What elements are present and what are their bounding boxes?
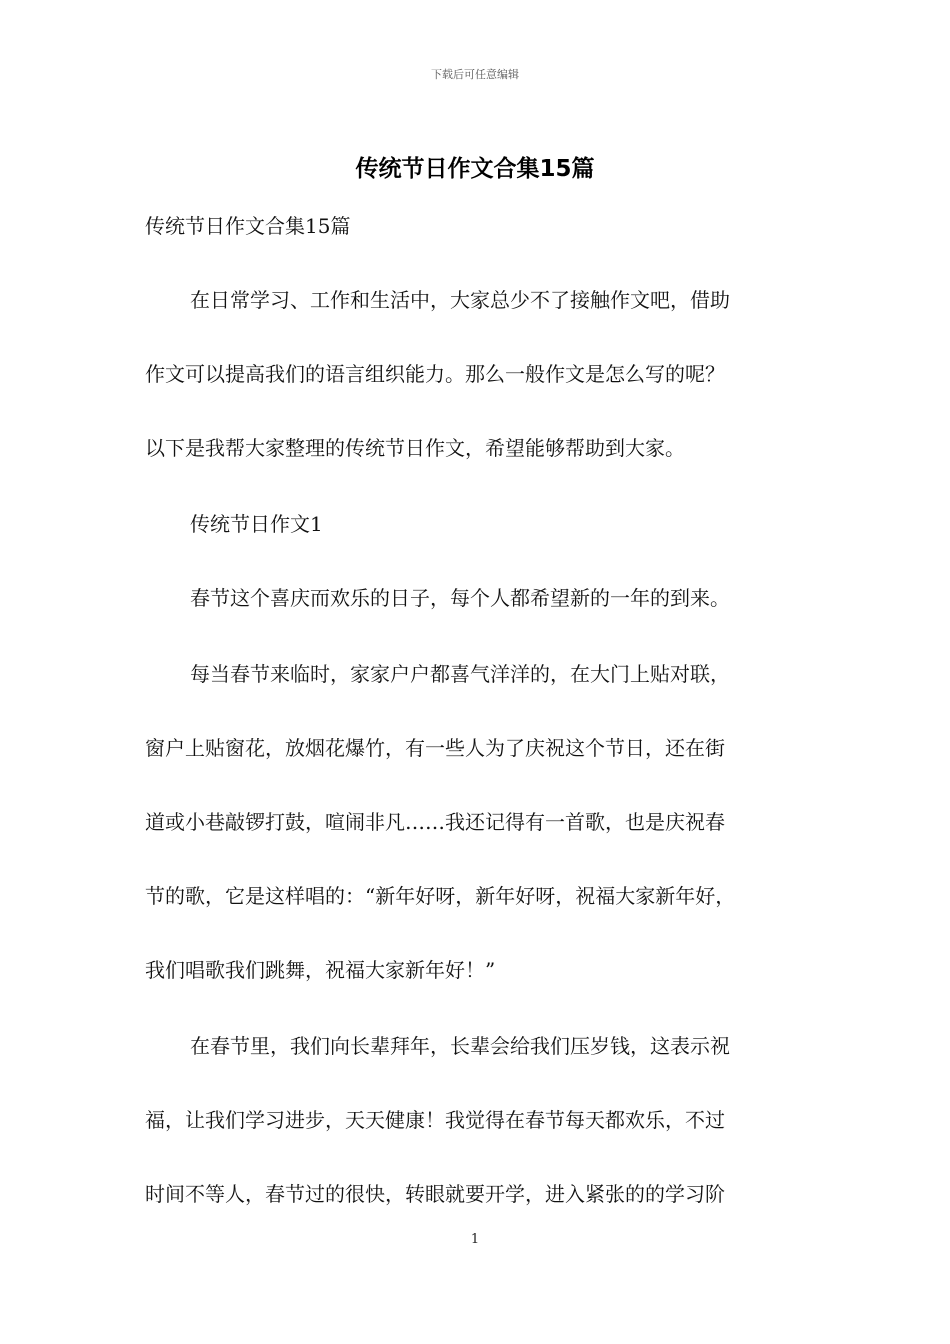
paragraph-line: 以下是我帮大家整理的传统节日作文，希望能够帮助到大家。 [145, 436, 685, 460]
paragraph-line: 窗户上贴窗花，放烟花爆竹，有一些人为了庆祝这个节日，还在街 [145, 736, 725, 760]
paragraph-line: 每当春节来临时，家家户户都喜气洋洋的，在大门上贴对联， [190, 662, 730, 686]
paragraph-line: 节的歌，它是这样唱的：“新年好呀，新年好呀，祝福大家新年好， [145, 884, 736, 908]
paragraph-line: 作文可以提高我们的语言组织能力。那么一般作文是怎么写的呢？ [145, 362, 725, 386]
paragraph-line: 我们唱歌我们跳舞，祝福大家新年好！” [145, 958, 496, 982]
page-number: 1 [470, 1232, 480, 1247]
header-note: 下载后可任意编辑 [431, 68, 519, 81]
paragraph-line: 在春节里，我们向长辈拜年，长辈会给我们压岁钱，这表示祝 [190, 1034, 730, 1058]
paragraph-line: 在日常学习、工作和生活中，大家总少不了接触作文吧，借助 [190, 288, 730, 312]
paragraph-line: 时间不等人，春节过的很快，转眼就要开学，进入紧张的的学习阶 [145, 1182, 725, 1206]
document-title: 传统节日作文合集15篇 [355, 156, 595, 182]
paragraph-line: 福，让我们学习进步，天天健康！我觉得在春节每天都欢乐，不过 [145, 1108, 725, 1132]
paragraph-line: 春节这个喜庆而欢乐的日子，每个人都希望新的一年的到来。 [190, 586, 730, 610]
paragraph-line: 道或小巷敲锣打鼓，喧闹非凡……我还记得有一首歌，也是庆祝春 [145, 810, 725, 834]
document-subtitle: 传统节日作文合集15篇 [145, 214, 351, 238]
section-heading: 传统节日作文1 [190, 512, 323, 536]
